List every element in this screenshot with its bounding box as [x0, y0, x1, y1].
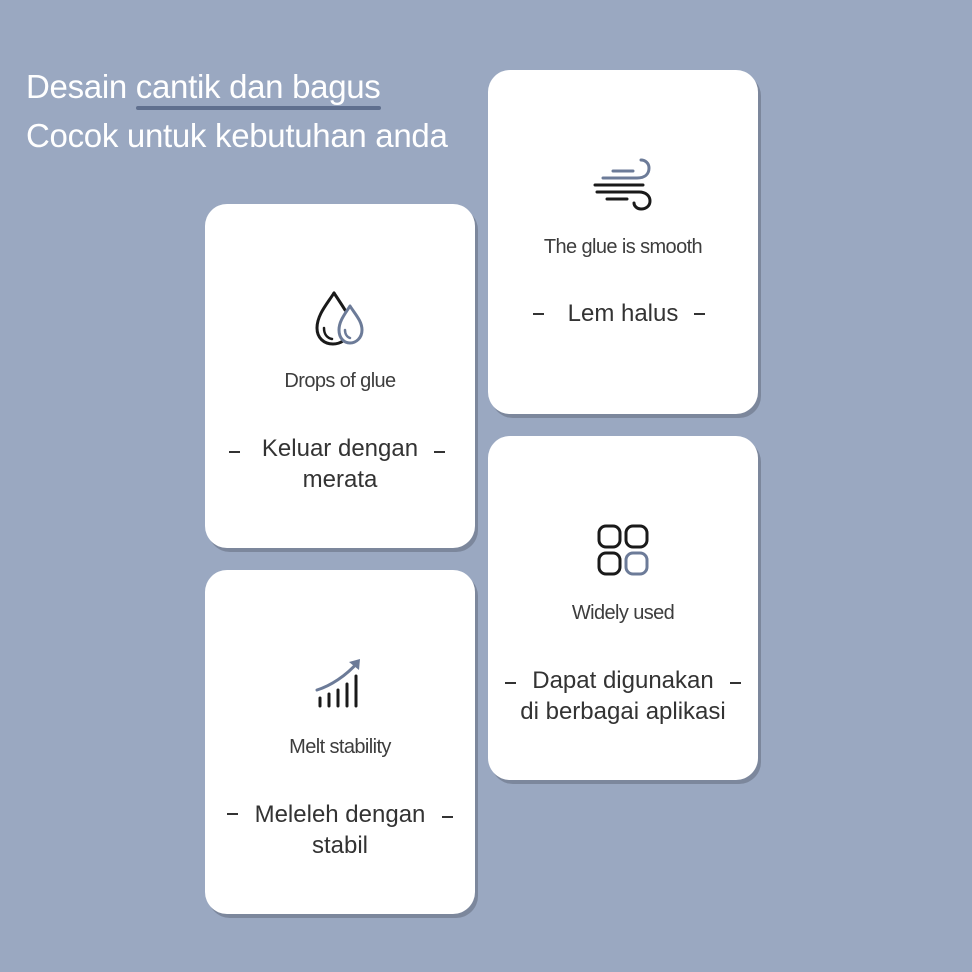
headline: [26, 62, 448, 160]
wind-icon: [593, 156, 653, 212]
card-description-line-1: Keluar dengan: [261, 435, 419, 462]
card-description: [205, 433, 475, 495]
card-description: [488, 665, 758, 727]
card-description-line-1: Meleleh dengan: [254, 801, 426, 828]
headline-prefix: Desain: [26, 68, 136, 105]
water-drops-icon: [312, 290, 368, 348]
card-title: The glue is smooth: [543, 236, 703, 258]
feature-card-melt: [205, 570, 475, 914]
rising-bars-icon: [314, 656, 366, 708]
card-title: Drops of glue: [284, 370, 396, 392]
headline-highlight: cantik dan bagus: [136, 62, 381, 111]
card-description-line-2: stabil: [311, 832, 369, 859]
card-description-line-1: Lem halus: [567, 300, 679, 327]
card-description-line-1: Dapat digunakan: [532, 667, 714, 694]
feature-card-drops: [205, 204, 475, 548]
card-description: [205, 799, 475, 861]
card-description-line-2: di berbagai aplikasi: [520, 698, 726, 725]
card-description: [488, 298, 758, 329]
feature-card-wide: [488, 436, 758, 780]
feature-card-smooth: [488, 70, 758, 414]
card-description-line-2: merata: [302, 466, 378, 493]
headline-line-1: [26, 62, 448, 111]
grid-icon: [595, 522, 651, 578]
headline-line-2: Cocok untuk kebutuhan anda: [26, 117, 448, 154]
card-title: Melt stability: [289, 736, 391, 758]
card-title: Widely used: [571, 602, 675, 624]
